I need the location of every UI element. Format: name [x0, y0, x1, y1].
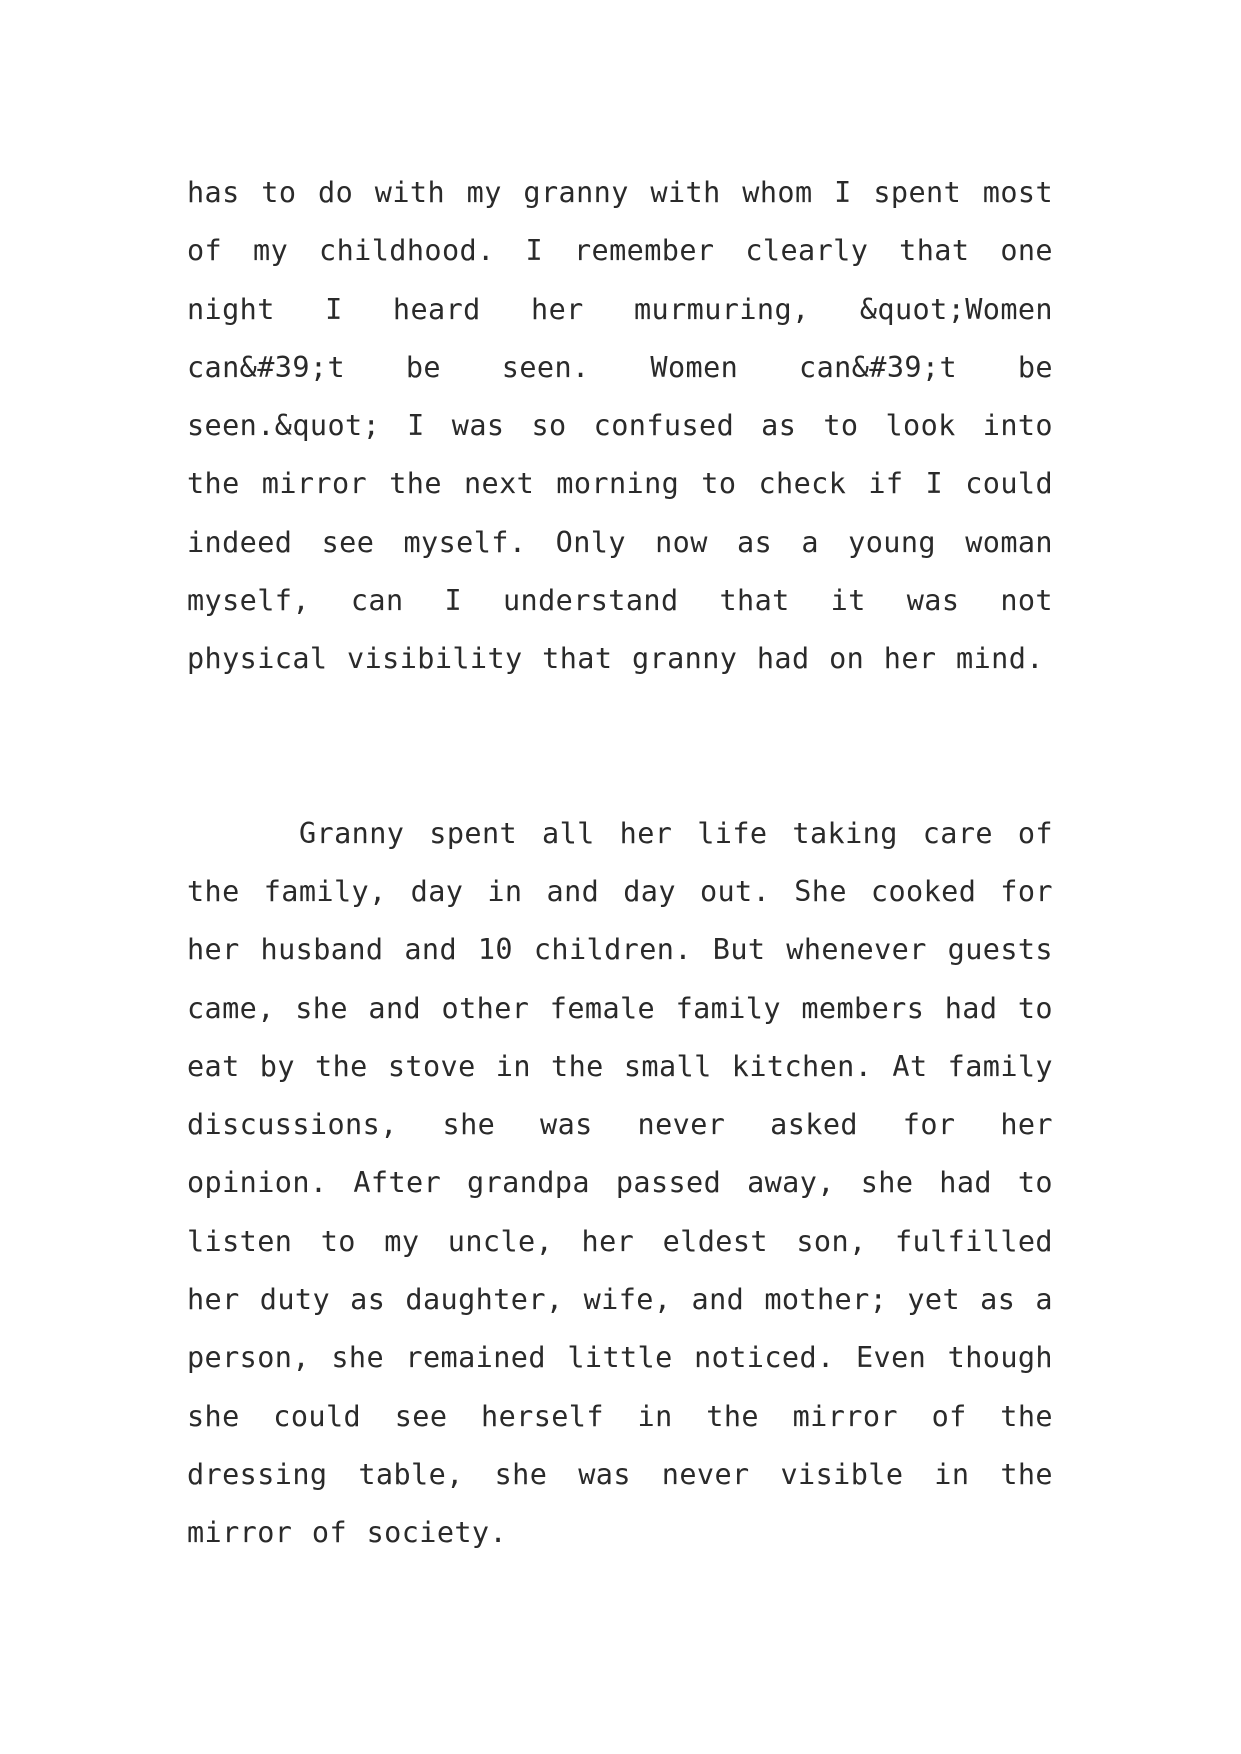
paragraph-granny-murmuring: has to do with my granny with whom I spent most of my childhood. I remember clearly that one night I heard her murmuring, &quot;Women can&#39;t be seen. Women can&#39;t be seen.&quot; I was so confused as to look into the mirror the next morning to check if I could indeed see myself. Only now as a young woman myself, can I understand that it was not physical visibility that granny had on her mind. [187, 176, 1053, 676]
body-text [187, 164, 1053, 1563]
paragraph-granny-life: Granny spent all her life taking care of the family, day in and day out. She cooked for her husband and 10 children. But whenever guests came, she and other female family members had to eat by the stove in the small kitchen. At family discussions, she was never asked for her opinion. After grandpa passed away, she had to listen to my uncle, her eldest son, fulfilled her duty as daughter, wife, and mother; yet as a person, she remained little noticed. Even though she could see herself in the mirror of the dressing table, she was never visible in the mirror of society. [187, 816, 1053, 1550]
